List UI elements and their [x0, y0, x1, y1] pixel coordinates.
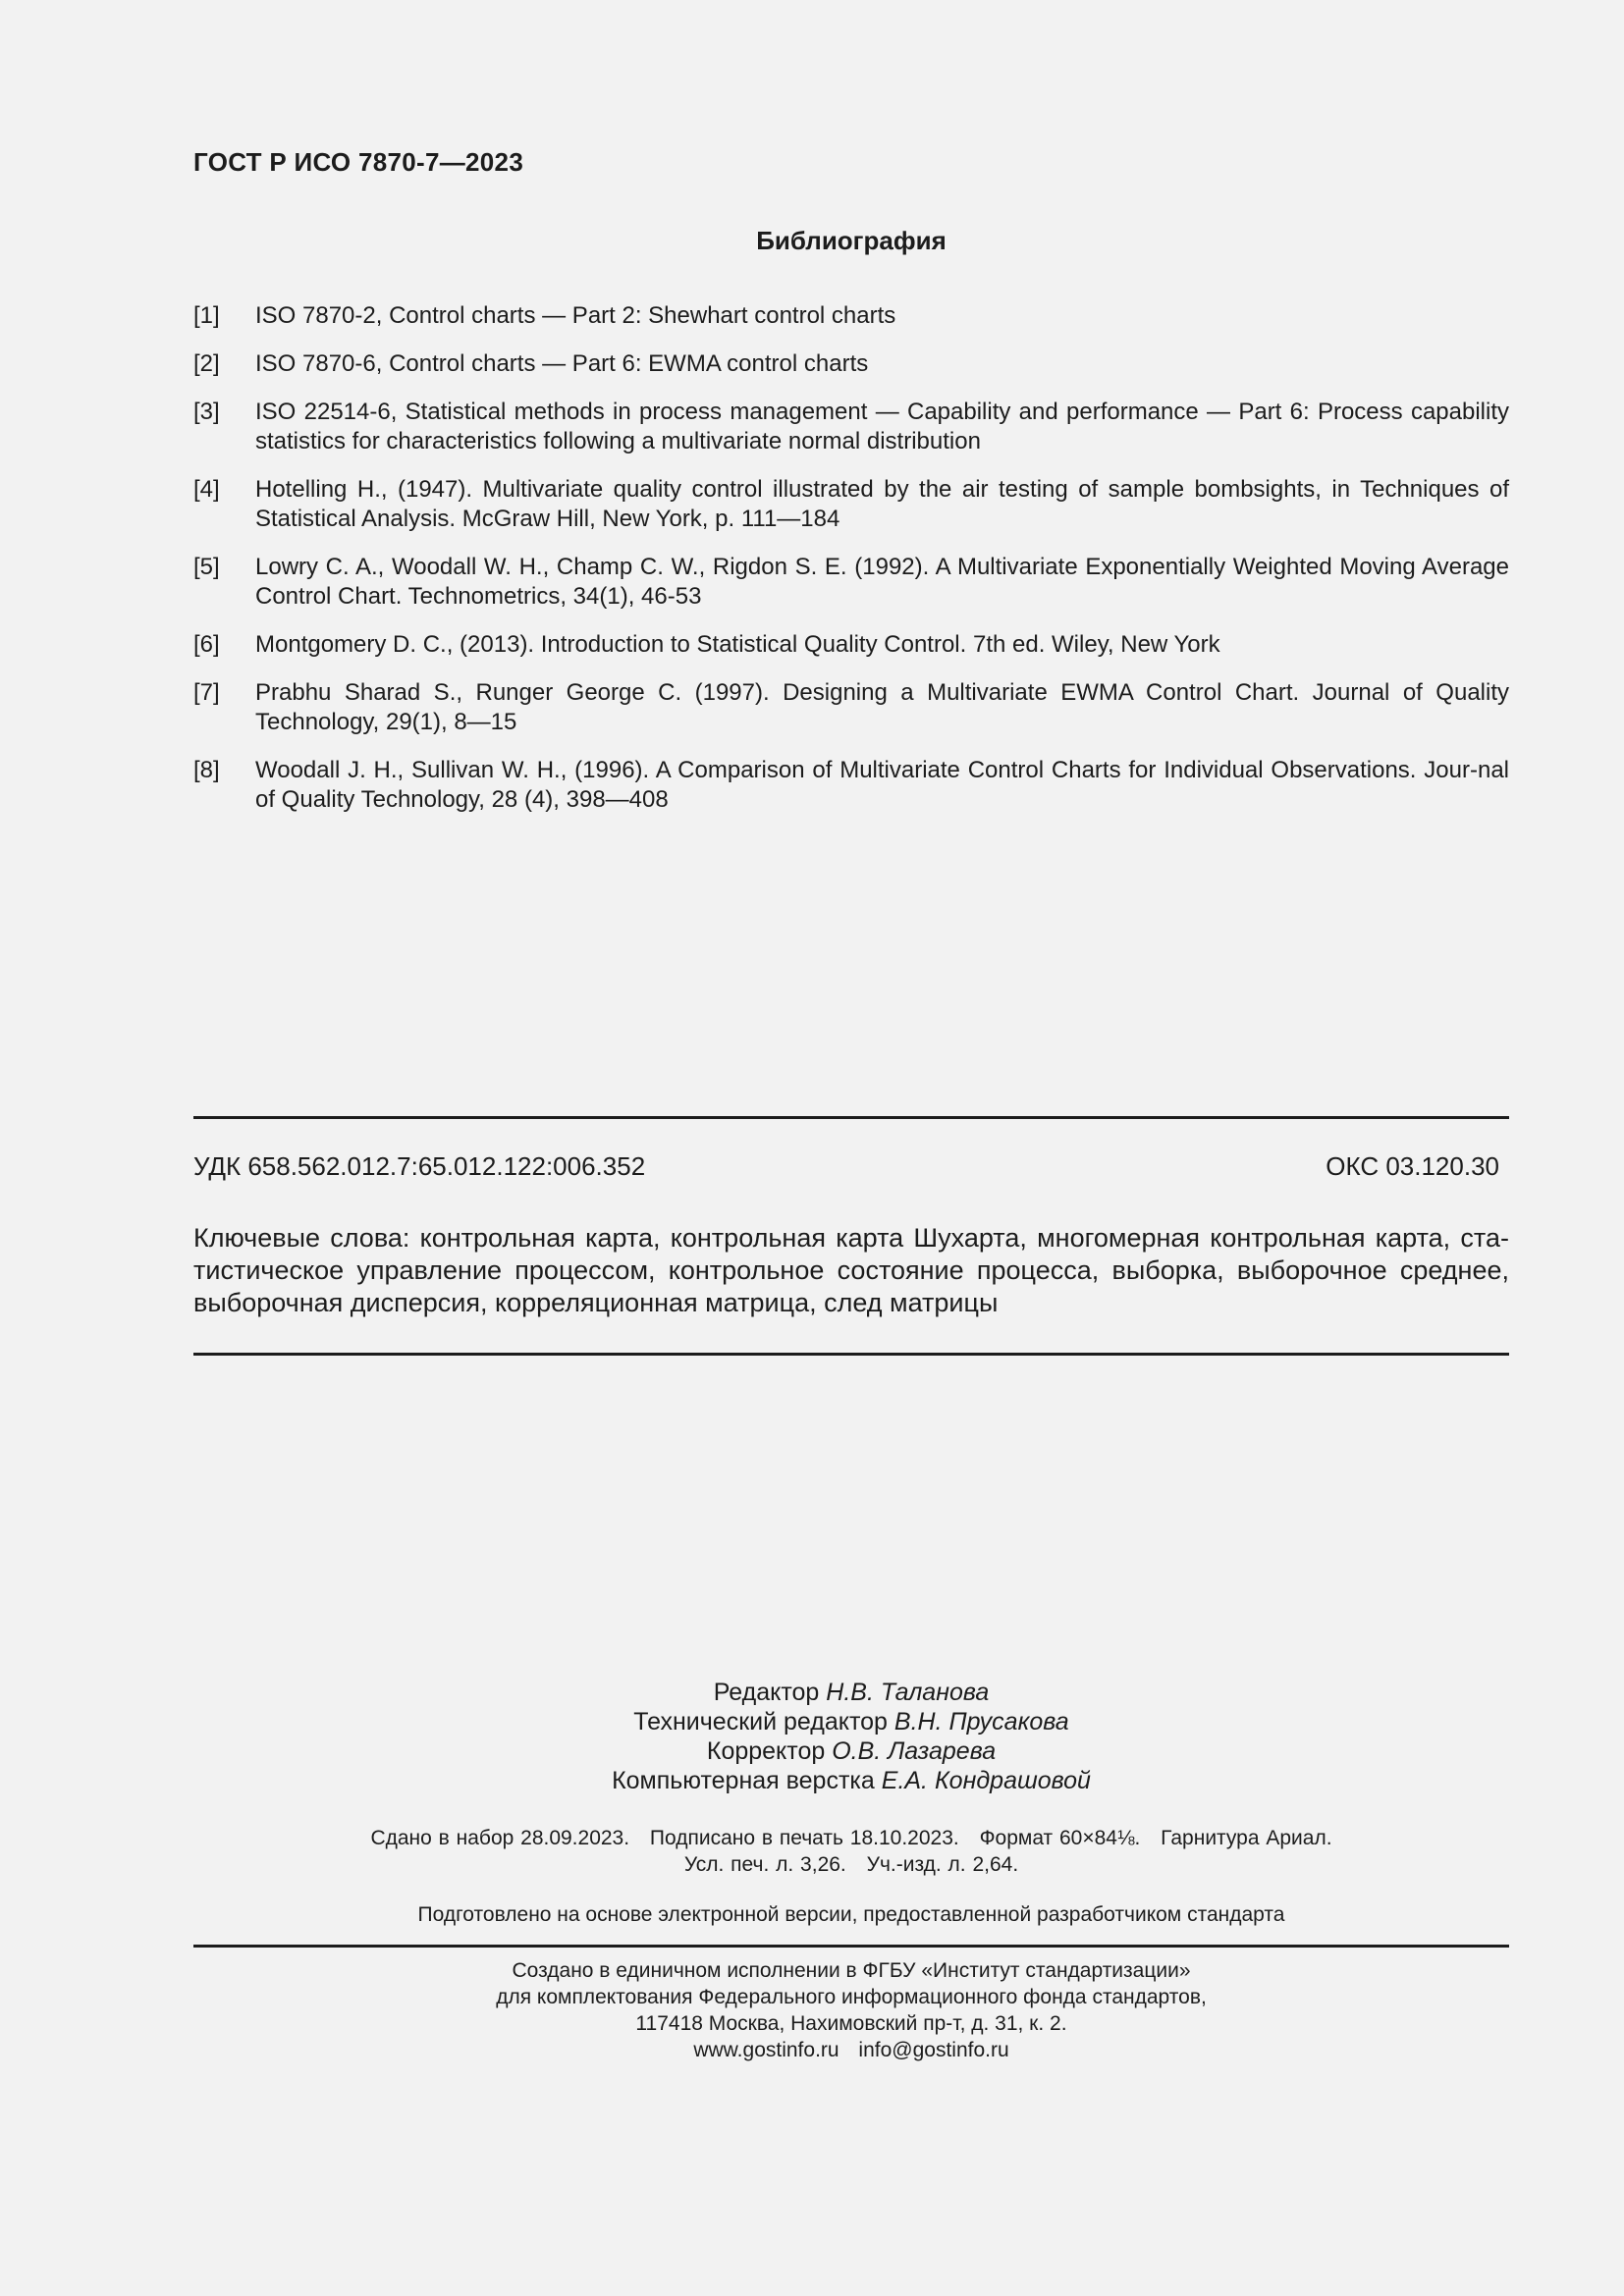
bibliography-item-text: ISO 22514-6, Statistical methods in process management — Capability and performance — Part 6: Process capability statistics for characteristics following a multivariate normal distribution	[255, 399, 1509, 454]
publisher-line-2: для комплектования Федерального информационного фонда стандартов,	[496, 1986, 1207, 2008]
layout-line	[193, 1766, 1509, 1795]
signed-date: Подписано в печать 18.10.2023.	[649, 1827, 959, 1849]
editorial-credits	[193, 1678, 1509, 1795]
editor-line	[193, 1678, 1509, 1707]
publisher-address: 117418 Москва, Нахимовский пр-т, д. 31, к. 2.	[635, 2012, 1067, 2035]
bibliography-item	[193, 349, 1509, 379]
bibliography-item-text: Prabhu Sharad S., Runger George C. (1997). Designing a Multivariate EWMA Control Chart. Journal of Quality Technology, 29(1), 8—15	[255, 679, 1509, 735]
bibliography-list	[193, 301, 1509, 833]
bibliography-item	[193, 678, 1509, 737]
divider-bottom	[193, 1945, 1509, 1948]
bibliography-item-number: [4]	[193, 476, 220, 503]
publisher-info	[193, 1957, 1509, 2063]
editor-name: Н.В. Таланова	[826, 1679, 990, 1706]
corrector-label: Корректор	[706, 1737, 826, 1765]
divider-middle	[193, 1353, 1509, 1356]
bibliography-item-text: ISO 7870-2, Control charts — Part 2: Shewhart control charts	[255, 302, 896, 329]
bibliography-item	[193, 475, 1509, 534]
submitted-date: Сдано в набор 28.09.2023.	[370, 1827, 630, 1849]
bibliography-item	[193, 553, 1509, 612]
prepared-note: Подготовлено на основе электронной версии, предоставленной разработчиком стандарта	[417, 1903, 1285, 1926]
layout-label: Компьютерная верстка	[612, 1767, 875, 1794]
tech-editor-name: В.Н. Прусакова	[893, 1708, 1069, 1735]
paper-format: Формат 60×84⅛.	[979, 1827, 1141, 1849]
print-info-line-1	[193, 1825, 1509, 1851]
udk-code: УДК 658.562.012.7:65.012.122:006.352	[193, 1151, 646, 1181]
tech-editor-label: Технический редактор	[633, 1708, 888, 1735]
tech-editor-line	[193, 1707, 1509, 1736]
bibliography-item	[193, 756, 1509, 815]
oks-code: ОКС 03.120.30	[1326, 1151, 1499, 1181]
bibliography-item-text: Montgomery D. C., (2013). Introduction to Statistical Quality Control. 7th ed. Wiley, New York	[255, 631, 1220, 658]
publisher-contacts	[193, 2037, 1509, 2063]
website-link[interactable]: www.gostinfo.ru	[693, 2039, 839, 2061]
print-info	[193, 1825, 1509, 1878]
publication-sheets: Уч.-изд. л. 2,64.	[866, 1853, 1019, 1876]
divider-top	[193, 1116, 1509, 1119]
bibliography-item	[193, 398, 1509, 456]
bibliography-item-text: Hotelling H., (1947). Multivariate quality control illustrated by the air testing of sample bombsights, in Techniques of Statistical Analysis. McGraw Hill, New York, p. 111—184	[255, 476, 1509, 532]
editor-label: Редактор	[713, 1679, 820, 1706]
layout-name: Е.А. Кондрашовой	[881, 1767, 1091, 1794]
bibliography-item-number: [8]	[193, 757, 220, 783]
bibliography-item-number: [2]	[193, 350, 220, 377]
publisher-line-1: Создано в единичном исполнении в ФГБУ «Институт стандартизации»	[512, 1959, 1191, 1982]
print-info-line-2	[193, 1851, 1509, 1878]
bibliography-item	[193, 630, 1509, 660]
bibliography-item-number: [6]	[193, 631, 220, 658]
typeface: Гарнитура Ариал.	[1161, 1827, 1332, 1849]
bibliography-item-number: [5]	[193, 554, 220, 580]
email-link[interactable]: info@gostinfo.ru	[858, 2039, 1009, 2061]
printed-sheets: Усл. печ. л. 3,26.	[683, 1853, 846, 1876]
bibliography-item	[193, 301, 1509, 331]
corrector-name: О.В. Лазарева	[832, 1737, 997, 1765]
bibliography-title: Библиография	[756, 226, 947, 255]
bibliography-item-text: Lowry C. A., Woodall W. H., Champ C. W., Rigdon S. E. (1992). A Multivariate Exponentially Weighted Moving Average Control Chart. Technometrics, 34(1), 46-53	[255, 554, 1509, 610]
document-code: ГОСТ Р ИСО 7870-7—2023	[193, 147, 524, 177]
bibliography-item-text: Woodall J. H., Sullivan W. H., (1996). A Comparison of Multivariate Control Charts for Individual Observations. Jour-nal of Quality Technology, 28 (4), 398—408	[255, 757, 1509, 813]
bibliography-item-text: ISO 7870-6, Control charts — Part 6: EWMA control charts	[255, 350, 869, 377]
corrector-line	[193, 1736, 1509, 1766]
bibliography-item-number: [3]	[193, 399, 220, 425]
bibliography-item-number: [7]	[193, 679, 220, 706]
bibliography-item-number: [1]	[193, 302, 220, 329]
keywords-paragraph: Ключевые слова: контрольная карта, контрольная карта Шухарта, многомерная контрольная карта, ста-тистическое управление процессом, контрольное состояние процесса, выборка, выборочное среднее, выборочная дисперсия, корреляционная матрица, след матрицы	[193, 1223, 1509, 1317]
